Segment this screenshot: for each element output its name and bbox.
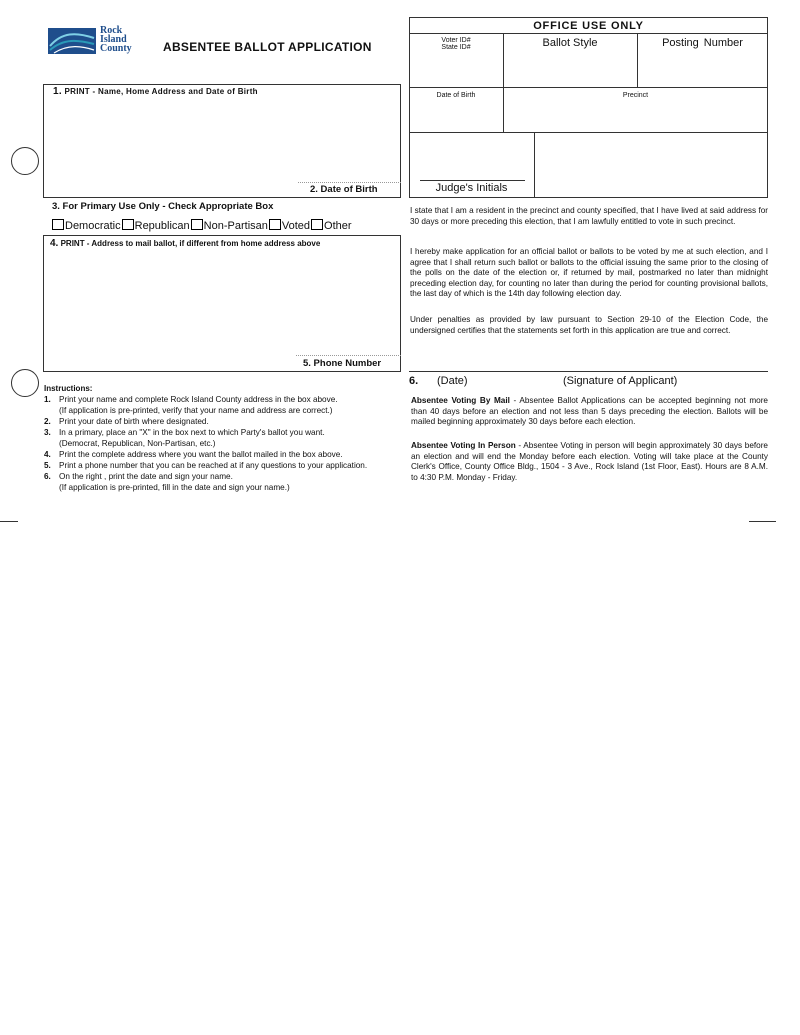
option-non-partisan: Non-Partisan [203,220,268,232]
instruction-4-number: 4. [44,450,51,459]
office-precinct-label: Precinct [622,92,649,99]
voting-by-mail-title: Absentee Voting By Mail [411,396,510,405]
instruction-2-number: 2. [44,417,51,426]
fold-mark-left [0,521,18,522]
instruction-3-line-2: (Democrat, Republican, Non-Partisan, etc.) [59,439,216,448]
fold-mark-right [749,521,776,522]
section1-label [53,86,258,97]
hole-punch-circle-bottom [11,369,39,397]
phone-label: 5. Phone Number [303,358,382,369]
voting-in-person-info [411,441,768,483]
section1-number: 1. [53,86,62,97]
checkbox-democratic[interactable] [52,219,64,230]
voting-in-person-title: Absentee Voting In Person [411,441,516,450]
logo-word-rock: Rock [100,25,123,36]
signature-applicant-label: (Signature of Applicant) [563,375,678,387]
dob-label-line [298,182,401,183]
section4-text: PRINT - Address to mail ballot, if different from home address above [60,239,321,248]
ballot-style-label: Ballot Style [542,37,598,49]
instruction-1-line-2: (If application is pre-printed, verify that your name and address are correct.) [59,406,333,415]
checkbox-republican[interactable] [122,219,134,230]
voting-by-mail-info [411,396,768,428]
voting-in-person-text: - Absentee Voting in person will begin approximately 30 days before an election and will end the Monday before each election. Voting will take place at the County Clerk's Office, County Office Bldg., 1504 - 3 Ave., Rock Island (1st Floor, East). Hours are 8 A.M. to 4:30 P.M. Monday - Friday. [411,441,768,482]
instruction-item-2 [44,416,394,427]
instruction-item-3 [44,427,394,438]
office-dob-label: Date of Birth [436,92,476,99]
judges-initials-line [420,180,525,181]
instruction-3-line-1: In a primary, place an "X" in the box next to which Party's ballot you want. [59,428,325,437]
signature-line[interactable] [409,371,768,372]
phone-label-line [296,355,401,356]
posting-number-label: Posting Number [662,37,743,49]
judges-initials-label: Judge's Initials [435,182,508,194]
form-title: ABSENTEE BALLOT APPLICATION [163,40,372,54]
section4-label [50,238,320,249]
instruction-1-line-1: Print your name and complete Rock Island County address in the box above. [59,395,338,404]
option-democratic: Democratic [65,220,121,232]
penalty-statement: Under penalties as provided by law pursuant to Section 29-10 of the Election Code, the undersigned certifies that the statements set forth in this application are true and correct. [410,315,768,335]
dob-label: 2. Date of Birth [310,184,378,195]
section6-number: 6. [409,375,419,387]
date-label: (Date) [437,375,468,387]
hole-punch-circle-top [11,147,39,175]
residency-statement: I state that I am a resident in the precinct and county specified, that I have lived at said address for 30 days or more preceding this election, that I am lawfully entitled to vote in such precinct. [410,206,768,226]
office-row1-bottomline [409,87,768,88]
instruction-6-line-1: On the right , print the date and sign your name. [59,472,233,481]
office-use-heading: OFFICE USE ONLY [533,20,644,32]
county-logo [48,27,148,55]
logo-word-island: Island [100,34,127,45]
instruction-item-1 [44,394,394,405]
instructions [44,384,394,493]
instruction-3-number: 3. [44,428,51,437]
instruction-5-line-1: Print a phone number that you can be reached at if any questions to your application. [59,461,368,470]
party-options [52,219,352,232]
mailing-address-box[interactable] [43,235,401,372]
section4-number: 4. [50,238,59,249]
checkbox-non-partisan[interactable] [191,219,203,230]
signature-labels [409,375,768,387]
voting-by-mail-text: - Absentee Ballot Applications can be accepted beginning not more than 40 days before an election and not less than 5 days preceding the election. Ballots will be mailed beginning approximately 30 days before each election. [411,396,768,426]
checkbox-voted[interactable] [269,219,281,230]
instruction-2-line-1: Print your date of birth where designated. [59,417,209,426]
option-republican: Republican [134,220,190,232]
instruction-1-number: 1. [44,395,51,404]
instruction-6-line-2: (If application is pre-printed, fill in the date and sign your name.) [59,483,290,492]
state-id-label: State ID# [441,44,471,51]
primary-use-label: 3. For Primary Use Only - Check Appropriate Box [52,201,274,212]
office-row1-topline [409,33,768,34]
instruction-6-number: 6. [44,472,51,481]
instruction-item-5 [44,460,394,471]
office-row2-bottomline [409,132,768,133]
instruction-item-4 [44,449,394,460]
office-vline-3 [534,132,535,198]
checkbox-other[interactable] [311,219,323,230]
instructions-title: Instructions: [44,384,93,393]
name-address-box[interactable] [43,84,401,198]
option-voted: Voted [281,220,311,232]
county-logo-icon [48,28,96,54]
instruction-5-number: 5. [44,461,51,470]
instruction-4-line-1: Print the complete address where you want the ballot mailed in the box above. [59,450,343,459]
application-statement: I hereby make application for an official ballot or ballots to be voted by me at such election, and I agree that I shall return such ballot or ballots to the official issuing the same prior to the closing of the polls on the date of the election or, if returned by mail, postmarked no later than midnight preceding election day, for counting no later than during the period for counting provisional ballots, the last day of which is the 14th day following election day. [410,247,768,298]
option-other: Other [324,220,352,232]
instruction-item-6 [44,471,394,482]
logo-word-county: County [100,43,132,54]
section1-text: PRINT - Name, Home Address and Date of Birth [64,87,258,96]
voter-id-label: Voter ID# [441,37,471,44]
